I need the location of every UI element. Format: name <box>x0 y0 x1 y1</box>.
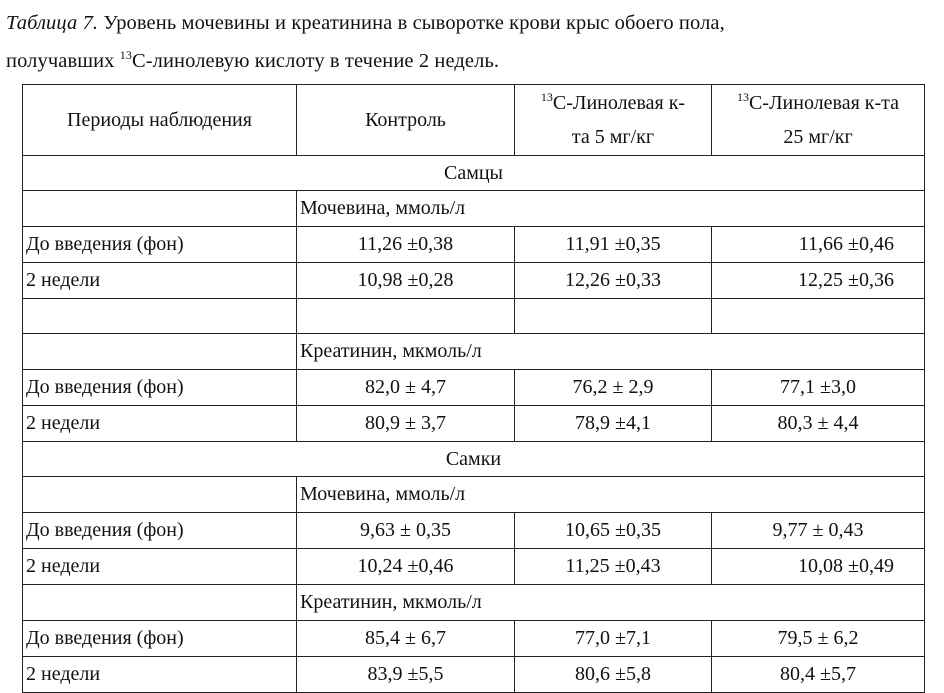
section-title: Самцы <box>23 156 925 191</box>
period-cell: 2 недели <box>23 406 297 442</box>
empty-cell <box>297 299 515 334</box>
table-row <box>23 406 925 442</box>
dose-5-value: 80,6 ±5,8 <box>515 657 712 693</box>
metric-row-urea-females <box>23 477 925 513</box>
table-row <box>23 227 925 263</box>
table-row <box>23 263 925 299</box>
results-table-body <box>23 85 925 693</box>
dose-5-value: 78,9 ±4,1 <box>515 406 712 442</box>
empty-cell <box>23 477 297 513</box>
metric-title: Креатинин, мкмоль/л <box>297 334 925 370</box>
section-row-females <box>23 442 925 477</box>
dose-5-value: 11,25 ±0,43 <box>515 549 712 585</box>
dose-25-header-line-2: 25 мг/кг <box>783 126 853 148</box>
caption-line-1 <box>6 4 942 42</box>
dose-25-value: 79,5 ± 6,2 <box>712 621 925 657</box>
empty-cell <box>23 299 297 334</box>
metric-row-creatinine-males <box>23 334 925 370</box>
results-table <box>22 84 925 693</box>
header-row <box>23 85 925 156</box>
dose-5-value: 76,2 ± 2,9 <box>515 370 712 406</box>
caption-table-number: Таблица 7. <box>6 12 99 34</box>
control-value: 10,98 ±0,28 <box>297 263 515 299</box>
dose-5-value: 12,26 ±0,33 <box>515 263 712 299</box>
section-row-males <box>23 156 925 191</box>
period-cell: До введения (фон) <box>23 370 297 406</box>
table-row <box>23 621 925 657</box>
caption-isotope-superscript: 13 <box>119 48 132 62</box>
metric-title: Мочевина, ммоль/л <box>297 477 925 513</box>
control-value: 80,9 ± 3,7 <box>297 406 515 442</box>
dose-5-header-line-1: С-Линолевая к- <box>552 92 686 114</box>
dose-25-value: 10,08 ±0,49 <box>712 549 925 585</box>
column-header-control: Контроль <box>297 85 515 156</box>
control-value: 85,4 ± 6,7 <box>297 621 515 657</box>
dose-5-header-line-2: та 5 мг/кг <box>571 126 655 148</box>
dose-5-isotope-superscript: 13 <box>540 90 553 104</box>
table-caption <box>6 4 942 80</box>
section-title: Самки <box>23 442 925 477</box>
metric-title: Мочевина, ммоль/л <box>297 191 925 227</box>
control-value: 83,9 ±5,5 <box>297 657 515 693</box>
dose-25-value: 12,25 ±0,36 <box>712 263 925 299</box>
column-header-period: Периоды наблюдения <box>23 85 297 156</box>
empty-cell <box>23 334 297 370</box>
table-row <box>23 513 925 549</box>
dose-25-value: 80,3 ± 4,4 <box>712 406 925 442</box>
column-header-dose-5 <box>515 85 712 156</box>
period-cell: 2 недели <box>23 263 297 299</box>
dose-5-value: 77,0 ±7,1 <box>515 621 712 657</box>
caption-title-part-1: Уровень мочевины и креатинина в сыворотке крови крыс обоего пола, <box>98 12 725 34</box>
dose-5-value: 10,65 ±0,35 <box>515 513 712 549</box>
period-cell: 2 недели <box>23 549 297 585</box>
empty-cell <box>23 191 297 227</box>
dose-25-value: 77,1 ±3,0 <box>712 370 925 406</box>
dose-5-value: 11,91 ±0,35 <box>515 227 712 263</box>
period-cell: До введения (фон) <box>23 621 297 657</box>
control-value: 10,24 ±0,46 <box>297 549 515 585</box>
spacer-row <box>23 299 925 334</box>
table-row <box>23 370 925 406</box>
dose-25-header-line-1: С-Линолевая к-та <box>748 92 900 114</box>
dose-25-value: 80,4 ±5,7 <box>712 657 925 693</box>
metric-title: Креатинин, мкмоль/л <box>297 585 925 621</box>
caption-line-2 <box>6 42 942 80</box>
period-cell: До введения (фон) <box>23 513 297 549</box>
control-value: 82,0 ± 4,7 <box>297 370 515 406</box>
period-cell: До введения (фон) <box>23 227 297 263</box>
metric-row-creatinine-females <box>23 585 925 621</box>
dose-25-value: 11,66 ±0,46 <box>712 227 925 263</box>
dose-25-isotope-superscript: 13 <box>736 90 749 104</box>
empty-cell <box>515 299 712 334</box>
empty-cell <box>712 299 925 334</box>
dose-25-value: 9,77 ± 0,43 <box>712 513 925 549</box>
control-value: 9,63 ± 0,35 <box>297 513 515 549</box>
period-cell: 2 недели <box>23 657 297 693</box>
empty-cell <box>23 585 297 621</box>
control-value: 11,26 ±0,38 <box>297 227 515 263</box>
caption-title-part-2: получавших <box>6 50 120 72</box>
column-header-dose-25 <box>712 85 925 156</box>
table-row <box>23 657 925 693</box>
metric-row-urea-males <box>23 191 925 227</box>
caption-title-part-3: С-линолевую кислоту в течение 2 недель. <box>131 50 500 72</box>
table-row <box>23 549 925 585</box>
